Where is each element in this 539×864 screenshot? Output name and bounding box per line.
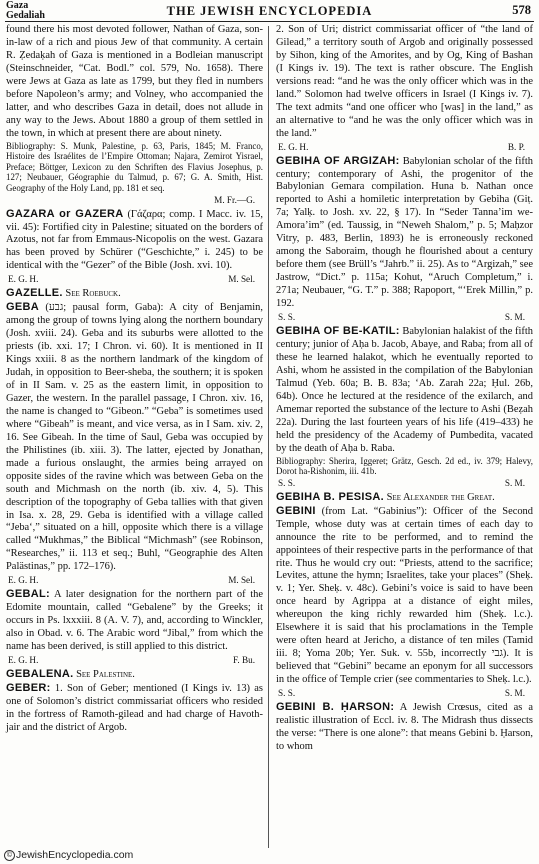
geba-signature [6,574,263,587]
argizah-sig-right: S. M. [504,312,525,323]
gaza-continuation: found there his most devoted follower, Nathan of Gaza, son-in-law of a rich and pious Jew of that community. A certain R. Ẓedaḳah of Gaza is mentioned in a Bodleian manuscript (Steinschneider, “Cat. Bodl.” col. 579, No. 1658). There were Jews at Gaza as late as 1799, but they fled in numbers before Napoleon’s army; and Volney, who accompanied the latter, and who describes Gaza in detail, does not allude in any way to the Jews. About 1880 a group of them settled in the town, in which at present there are about ninety. [6,24,263,139]
katil-headword: GEBIHA OF BE-KATIL: [276,325,400,338]
gebini-sig-right: S. M. [504,688,525,699]
gebini-sig-left: S. S. [278,688,296,699]
gaza-sig-right: M. Fr.—G. [214,194,255,205]
running-head-last: Gedaliah [6,10,45,21]
entry-gebini-harson [276,701,533,754]
column-divider [268,26,269,848]
geba-sig-left: E. G. H. [8,575,39,586]
geber-headword: GEBER: [6,682,51,694]
gebal-sig-right: F. Bu. [233,655,255,666]
gebini-text: (from Lat. “Gabinius”): Officer of the Second Temple, whose duty was at certain times of each day to announce the rite to be performed, and to remind the appointees of their respective parts in the performance of that rite. Thus he would cry out: “Priests, attend to the sacrifice; Levites, attune the hymn; Israelites, take your places” (Sheḳ. v. 1; Yer. Sheḳ. v. 48c). Gebini’s voice is said to have been once heard by Agrippa at a distance of eight miles, whereupon the king richly rewarded him (Sheḳ. l.c.). Elsewhere it is said that his proclamations in the Temple were often heard at Jericho, a distance of ten miles (Tamid iii. 8; Yoma 20b; Yer. Suk. v. 55b, incorrectly גבי). It is believed that “Gebini” became an eponym for all successors in the office of Temple crier (see commentaries to Sheḳ. l.c.). [276,505,533,686]
argizah-signature [276,311,533,324]
gebalena-text: See Palestine. [73,669,135,681]
gebal-headword: GEBAL: [6,588,50,601]
argizah-headword: GEBIHA OF ARGIZAH: [276,154,400,167]
gazara-sig-right: M. Sel. [228,274,255,285]
copyright-icon: © [4,850,15,861]
harson-headword: GEBINI B. ḤARSON: [276,701,395,714]
entry-gebiha-be-katil [276,325,533,456]
geba-headword: GEBA [6,301,39,314]
geba-sig-right: M. Sel. [228,575,255,586]
gebal-signature [6,654,263,667]
publication-title: THE JEWISH ENCYCLOPEDIA [166,4,373,18]
site-footer-text: JewishEncyclopedia.com [16,849,134,861]
gebal-text: A later designation for the northern part of the Edomite mountain, called “Gebalene” by the Greeks; it occurs in Ps. lxxxiii. 8 (A. V. 7), and, according to Winckler, also in Obad. v. 6. The Arabic word “Jibal,” from which the name has been derived, is still applied to this district. [6,589,263,653]
harson-text: A Jewish Crœsus, cited as a realistic illustration of Eccl. iv. 8. The Midrash thus dissects the verse: “There is one alone”: that means Gebini b. Ḥarson, to whom [276,702,533,752]
header-rule [5,21,534,22]
argizah-sig-left: S. S. [278,312,296,323]
entry-gazara [6,208,263,274]
entry-gebiha-argizah [276,155,533,311]
gazelle-headword: GAZELLE. [6,287,63,300]
right-column [276,24,533,754]
gazelle-text: See Roebuck. [62,288,121,300]
geber-text: 1. Son of Geber; mentioned (I Kings iv. 13) as one of Solomon’s district commissariat officers who resided in the fortress of Ramoth-gilead and had charge of Havoth-jair and the district of Argob. [6,683,263,733]
gaza-signature [6,194,263,207]
katil-sig-right: S. M. [504,477,525,488]
gebal-sig-left: E. G. H. [8,655,39,666]
entry-gebalena [6,668,263,682]
gebalena-headword: GEBALENA. [6,668,74,681]
running-head-first: Gaza [6,0,29,11]
pesisa-text: See Alexander the Great. [384,491,495,503]
entry-geber [6,682,263,735]
entry-gazelle [6,287,263,301]
katil-bibliography: Bibliography: Sherira, Iggeret; Grätz, Gesch. 2d ed., iv. 379; Halevy, Dorot ha-Rishonim, iii. 41b. [276,455,533,477]
entry-gebal [6,588,263,654]
katil-signature [276,477,533,490]
entry-geba [6,301,263,574]
geba-text: (גבע; pausal form, Gaba): A city of Benjamin, among the group of towns lying along the northern boundary (Josh. xviii. 24). Geba and its suburbs were allotted to the priests (ib. xxi. 17; I Chron. vi. 60). It is mentioned in II Kings xxiii. 8 as the northern landmark of the kingdom of Judah, in opposition to Beer-sheba, the southern; it is spoken of in II Sam. v. 25 as the eastern limit, in opposition to Gazer, the western. In the parallel passage, I Chron. xiv. 16, the name is changed to “Gibeon.” “Geba” is sometimes used where “Gibeah” is meant, and vice versa, as in I Sam. xiv. 2, 16. See Gibeah. In the time of Saul, Geba was occupied by the Philistines (ib. xiii. 3). The latter, ejected by Jonathan, made a furious onslaught, the armies being arrayed on opposite sides of the ravine which was between Geba on the south and Michmash on the north (ib. xiv. 4, 5). This description of the topography of Geba tallies with that given in Isa. x. 28, 29. Geba is identified with a village called “Jeba‘,” situated on a hill, opposite which there is a village called “Mukhmas,” the Biblical “Michmash” (see Robinson, “Researches,” ii. 113 et seq.; Buhl, “Geographie des Alten Palästinas,” pp. 172–176). [6,302,263,573]
katil-text: Babylonian halakist of the fifth century; junior of Aḥa b. Jacob, Abaye, and Raba; from all of these he learned halakot, which he eventually reported to Ashi, whom he assisted in the compilation of the Babylonian Talmud (Yeb. 60a; B. B. 83a; ‘Ab. Zarah 22a; Ḥul. 26b, 64b). Once he lectured at the residence of the exilarch, and Amemar reported the substance of the lecture to Ashi (Beẓah 22a). During the last fourteen years of his life (419–433) he held the presidency of the Academy of Pumbedita, vacated by the death of Aḥa b. Raba. [276,326,533,454]
katil-sig-left: S. S. [278,477,296,488]
argizah-text: Babylonian scholar of the fifth century; contemporary of Ashi, the progenitor of the Babylonian Gemara compilation. Huna b. Nathan once reported to Ashi a homiletic interpretation by Gebiha (Giṭ. 7a; Yalḳ. to Josh. xv. 22, § 17). In “Seder Tanna’im we-Amora’im” (ed. Taussig, in “Neweh Shalom,” p. 5; Maḥzor Vitry, p. 483, Berlin, 1893) he is erroneously reckoned among the Saboraim, though he flourished about a century before them (see Brüll’s “Jahrb.” ii. 25). As to “Argizah,” see Jastrow, “Dict.” p. 115a; Kohut, “Aruch Completum,” i. 271a; Neubauer, “G. T.” p. 388; Rapoport, “‘Erek Millin,” p. 192. [276,155,533,310]
entry-gebiha-pesisa [276,491,533,505]
left-column [6,24,263,735]
geber-continuation: 2. Son of Uri; district commissariat officer of “the land of Gilead,” a territory south of Argob and originally possessed by Sihon, king of the Amorites, and by Og, King of Bashan (I Kings iv. 19). The text is rather obscure. The English versions read: “and he was the only officer which was in the land.” Solomon had twelve officers in Israel (I Kings iv. 7). The text admits “and one officer who [was] in the land,” as an alternative to “and he was the only officer which was in the land.” [276,24,533,139]
gazara-text: (Γάζαρα; comp. I Macc. iv. 15, vii. 45): Fortified city in Palestine; situated on the borders of Azotus, not far from Emmaus-Nicopolis on the west. Gazara has been proved by Schürer (“Geschichte,” i. 245) to be identical with the “Gezer” of the Bible (Josh. xvi. 10). [6,208,263,272]
page-header [0,0,539,22]
geber-signature [276,141,533,154]
geber-sig-left: E. G. H. [278,141,309,152]
geber-sig-right: B. P. [507,141,525,152]
entry-gebini [276,505,533,687]
pesisa-headword: GEBIHA B. PESISA. [276,490,384,503]
gebini-headword: GEBINI [276,504,316,517]
page-number: 578 [512,3,531,17]
gebini-signature [276,687,533,700]
site-footer [4,849,133,861]
gazara-sig-left: E. G. H. [8,274,39,285]
gazara-signature [6,273,263,286]
gaza-bibliography: Bibliography: S. Munk, Palestine, p. 63, Paris, 1845; M. Franco, Histoire des Israélites de l’Empire Ottoman; Najara, Zemirot Yisrael, Preface; Böttger, Lexicon zu den Schriften des Flavius Josephus, p. 127; Neubauer, Géographie du Talmud, p. 67; G. A. Smith, Hist. Geography of the Holy Land, pp. 181 et seq. [6,140,263,193]
gazara-headword: GAZARA or GAZERA [6,207,124,220]
